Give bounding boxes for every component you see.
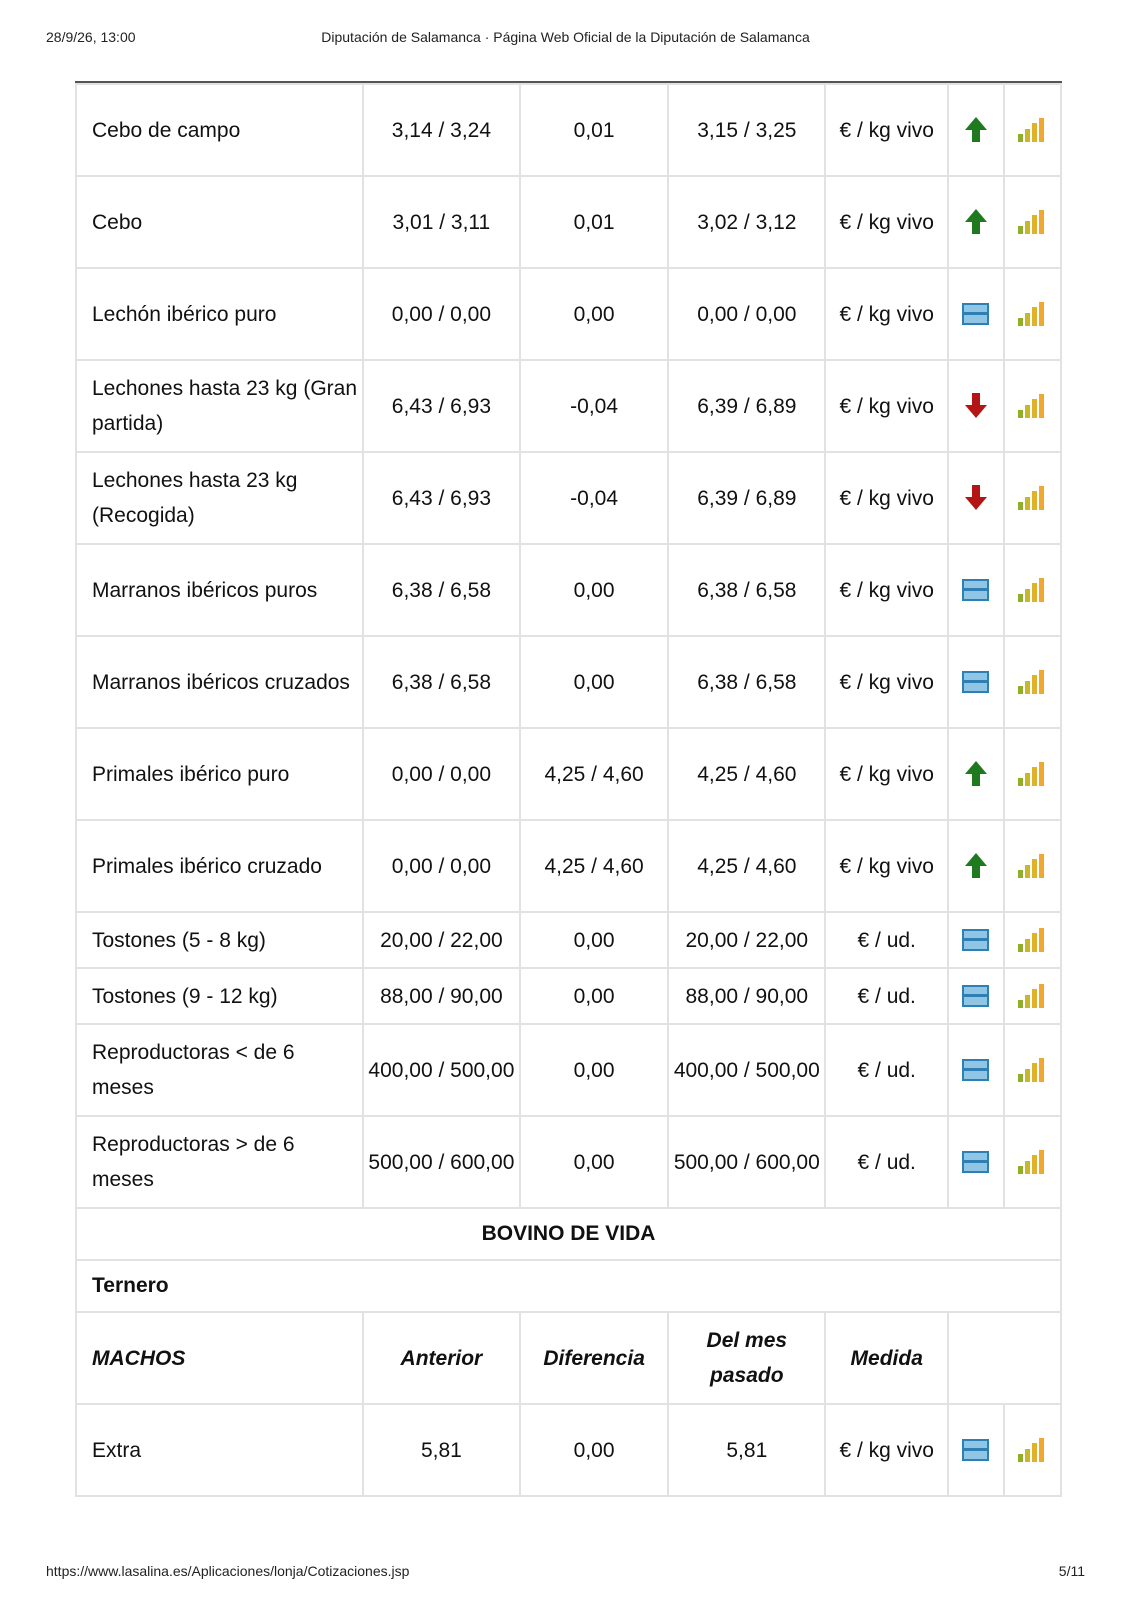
price-anterior: 0,00 / 0,00 xyxy=(363,820,520,912)
price-unit: € / ud. xyxy=(825,1024,948,1116)
bar-chart-icon[interactable] xyxy=(1018,984,1046,1008)
price-diferencia: 0,00 xyxy=(520,1404,669,1496)
print-footer xyxy=(0,1563,1131,1583)
table-row xyxy=(76,84,1061,176)
bar-chart-icon[interactable] xyxy=(1018,394,1046,418)
product-name: Lechones hasta 23 kg (Recogida) xyxy=(76,452,363,544)
price-anterior: 3,01 / 3,11 xyxy=(363,176,520,268)
table-row xyxy=(76,968,1061,1024)
history-chart-cell[interactable] xyxy=(1004,636,1061,728)
price-actual: 6,39 / 6,89 xyxy=(668,452,825,544)
price-actual: 500,00 / 600,00 xyxy=(668,1116,825,1208)
trend-cell xyxy=(948,1024,1003,1116)
section-title: BOVINO DE VIDA xyxy=(76,1208,1061,1260)
price-anterior: 5,81 xyxy=(363,1404,520,1496)
history-chart-cell[interactable] xyxy=(1004,912,1061,968)
price-anterior: 6,43 / 6,93 xyxy=(363,360,520,452)
table-row xyxy=(76,360,1061,452)
price-anterior: 3,14 / 3,24 xyxy=(363,84,520,176)
print-url: https://www.lasalina.es/Aplicaciones/lonja/Cotizaciones.jsp xyxy=(46,1563,410,1579)
price-unit: € / kg vivo xyxy=(825,268,948,360)
price-unit: € / ud. xyxy=(825,912,948,968)
table-row xyxy=(76,1404,1061,1496)
bar-chart-icon[interactable] xyxy=(1018,762,1046,786)
price-diferencia: 4,25 / 4,60 xyxy=(520,820,669,912)
price-unit: € / kg vivo xyxy=(825,452,948,544)
history-chart-cell[interactable] xyxy=(1004,268,1061,360)
price-anterior: 500,00 / 600,00 xyxy=(363,1116,520,1208)
equal-icon xyxy=(962,671,989,693)
bar-chart-icon[interactable] xyxy=(1018,928,1046,952)
table-row xyxy=(76,636,1061,728)
up-arrow-icon xyxy=(965,117,987,143)
price-anterior: 6,38 / 6,58 xyxy=(363,544,520,636)
product-name: Primales ibérico cruzado xyxy=(76,820,363,912)
up-arrow-icon xyxy=(965,853,987,879)
table-row xyxy=(76,1024,1061,1116)
trend-cell xyxy=(948,360,1003,452)
table-row xyxy=(76,820,1061,912)
up-arrow-icon xyxy=(965,761,987,787)
equal-icon xyxy=(962,1151,989,1173)
bar-chart-icon[interactable] xyxy=(1018,854,1046,878)
price-unit: € / ud. xyxy=(825,968,948,1024)
price-unit: € / kg vivo xyxy=(825,636,948,728)
price-actual: 4,25 / 4,60 xyxy=(668,820,825,912)
subsection-row xyxy=(76,1260,1061,1312)
table-row xyxy=(76,176,1061,268)
bar-chart-icon[interactable] xyxy=(1018,118,1046,142)
table-row xyxy=(76,452,1061,544)
price-anterior: 6,43 / 6,93 xyxy=(363,452,520,544)
history-chart-cell[interactable] xyxy=(1004,544,1061,636)
table-row xyxy=(76,544,1061,636)
price-diferencia: 0,00 xyxy=(520,268,669,360)
bar-chart-icon[interactable] xyxy=(1018,1058,1046,1082)
print-page-number: 5/11 xyxy=(1058,1563,1085,1579)
price-actual: 0,00 / 0,00 xyxy=(668,268,825,360)
bar-chart-icon[interactable] xyxy=(1018,578,1046,602)
price-diferencia: -0,04 xyxy=(520,452,669,544)
price-diferencia: 0,01 xyxy=(520,176,669,268)
product-name: Reproductoras > de 6 meses xyxy=(76,1116,363,1208)
table-row xyxy=(76,1116,1061,1208)
bar-chart-icon[interactable] xyxy=(1018,486,1046,510)
print-datetime: 28/9/26, 13:00 xyxy=(46,29,136,45)
history-chart-cell[interactable] xyxy=(1004,820,1061,912)
trend-cell xyxy=(948,84,1003,176)
section-header-row xyxy=(76,1208,1061,1260)
price-diferencia: 0,01 xyxy=(520,84,669,176)
equal-icon xyxy=(962,303,989,325)
price-actual: 4,25 / 4,60 xyxy=(668,728,825,820)
price-anterior: 6,38 / 6,58 xyxy=(363,636,520,728)
price-diferencia: 4,25 / 4,60 xyxy=(520,728,669,820)
price-diferencia: 0,00 xyxy=(520,1116,669,1208)
product-name: Tostones (9 - 12 kg) xyxy=(76,968,363,1024)
trend-cell xyxy=(948,636,1003,728)
down-arrow-icon xyxy=(965,393,987,419)
history-chart-cell[interactable] xyxy=(1004,452,1061,544)
price-actual: 20,00 / 22,00 xyxy=(668,912,825,968)
bar-chart-icon[interactable] xyxy=(1018,1438,1046,1462)
price-diferencia: 0,00 xyxy=(520,912,669,968)
history-chart-cell[interactable] xyxy=(1004,1404,1061,1496)
price-table-container xyxy=(75,83,1065,1530)
price-unit: € / kg vivo xyxy=(825,544,948,636)
col-header-actual: Del mes pasado xyxy=(668,1312,825,1404)
price-unit: € / kg vivo xyxy=(825,728,948,820)
price-actual: 400,00 / 500,00 xyxy=(668,1024,825,1116)
price-diferencia: 0,00 xyxy=(520,968,669,1024)
product-name: Cebo xyxy=(76,176,363,268)
product-name: Reproductoras < de 6 meses xyxy=(76,1024,363,1116)
price-actual: 3,15 / 3,25 xyxy=(668,84,825,176)
price-diferencia: -0,04 xyxy=(520,360,669,452)
price-diferencia: 0,00 xyxy=(520,544,669,636)
trend-cell xyxy=(948,1404,1003,1496)
product-name: Tostones (5 - 8 kg) xyxy=(76,912,363,968)
col-header-diferencia: Diferencia xyxy=(520,1312,669,1404)
history-chart-cell[interactable] xyxy=(1004,968,1061,1024)
bar-chart-icon[interactable] xyxy=(1018,210,1046,234)
up-arrow-icon xyxy=(965,209,987,235)
equal-icon xyxy=(962,1439,989,1461)
price-anterior: 0,00 / 0,00 xyxy=(363,728,520,820)
price-table xyxy=(75,83,1062,1497)
product-name: Extra xyxy=(76,1404,363,1496)
price-anterior: 0,00 / 0,00 xyxy=(363,268,520,360)
trend-cell xyxy=(948,176,1003,268)
history-chart-cell[interactable] xyxy=(1004,1116,1061,1208)
table-row xyxy=(76,912,1061,968)
product-name: Cebo de campo xyxy=(76,84,363,176)
history-chart-cell[interactable] xyxy=(1004,176,1061,268)
price-unit: € / ud. xyxy=(825,1116,948,1208)
price-unit: € / kg vivo xyxy=(825,1404,948,1496)
price-diferencia: 0,00 xyxy=(520,636,669,728)
product-name: Lechón ibérico puro xyxy=(76,268,363,360)
price-anterior: 20,00 / 22,00 xyxy=(363,912,520,968)
trend-cell xyxy=(948,1116,1003,1208)
price-unit: € / kg vivo xyxy=(825,84,948,176)
price-actual: 6,38 / 6,58 xyxy=(668,636,825,728)
bar-chart-icon[interactable] xyxy=(1018,670,1046,694)
price-actual: 6,39 / 6,89 xyxy=(668,360,825,452)
print-header xyxy=(0,29,1131,49)
price-actual: 88,00 / 90,00 xyxy=(668,968,825,1024)
down-arrow-icon xyxy=(965,485,987,511)
price-unit: € / kg vivo xyxy=(825,820,948,912)
col-header-medida: Medida xyxy=(825,1312,948,1404)
print-page-title: Diputación de Salamanca · Página Web Oficial de la Diputación de Salamanca xyxy=(321,29,810,45)
price-actual: 3,02 / 3,12 xyxy=(668,176,825,268)
product-name: Primales ibérico puro xyxy=(76,728,363,820)
equal-icon xyxy=(962,1059,989,1081)
bar-chart-icon[interactable] xyxy=(1018,302,1046,326)
table-row xyxy=(76,728,1061,820)
subsection-title: Ternero xyxy=(76,1260,1061,1312)
trend-cell xyxy=(948,268,1003,360)
trend-cell xyxy=(948,968,1003,1024)
price-actual: 6,38 / 6,58 xyxy=(668,544,825,636)
table-row xyxy=(76,268,1061,360)
bar-chart-icon[interactable] xyxy=(1018,1150,1046,1174)
price-actual: 5,81 xyxy=(668,1404,825,1496)
trend-cell xyxy=(948,728,1003,820)
equal-icon xyxy=(962,579,989,601)
col-header-machos: MACHOS xyxy=(76,1312,363,1404)
history-chart-cell[interactable] xyxy=(1004,728,1061,820)
price-diferencia: 0,00 xyxy=(520,1024,669,1116)
trend-cell xyxy=(948,544,1003,636)
col-header-anterior: Anterior xyxy=(363,1312,520,1404)
col-header-blank xyxy=(948,1312,1061,1404)
history-chart-cell[interactable] xyxy=(1004,84,1061,176)
column-header-row xyxy=(76,1312,1061,1404)
trend-cell xyxy=(948,912,1003,968)
product-name: Marranos ibéricos puros xyxy=(76,544,363,636)
history-chart-cell[interactable] xyxy=(1004,360,1061,452)
product-name: Lechones hasta 23 kg (Gran partida) xyxy=(76,360,363,452)
trend-cell xyxy=(948,820,1003,912)
price-anterior: 88,00 / 90,00 xyxy=(363,968,520,1024)
price-anterior: 400,00 / 500,00 xyxy=(363,1024,520,1116)
history-chart-cell[interactable] xyxy=(1004,1024,1061,1116)
equal-icon xyxy=(962,929,989,951)
equal-icon xyxy=(962,985,989,1007)
price-unit: € / kg vivo xyxy=(825,360,948,452)
product-name: Marranos ibéricos cruzados xyxy=(76,636,363,728)
price-unit: € / kg vivo xyxy=(825,176,948,268)
trend-cell xyxy=(948,452,1003,544)
